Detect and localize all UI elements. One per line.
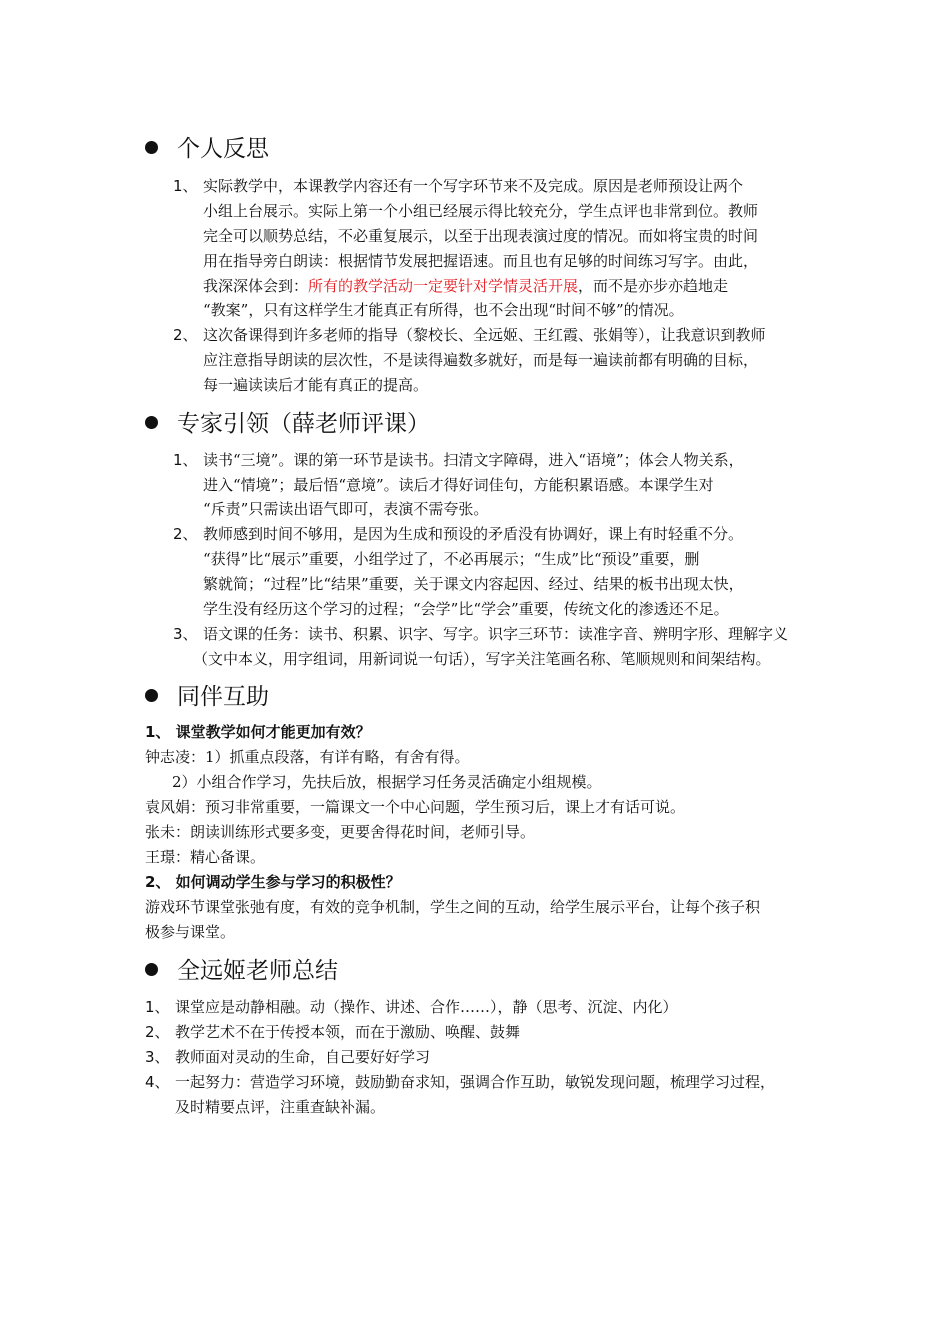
paragraph-line: 进入“情境”；最后悟“意境”。读后才得好词佳句，方能积累语感。本课学生对: [203, 476, 714, 494]
list-number: 1、: [145, 998, 170, 1016]
paragraph-line: 王璟：精心备课。: [145, 848, 266, 866]
bullet-icon: [145, 963, 158, 976]
paragraph-line: 学生没有经历这个学习的过程；“会学”比“学会”重要，传统文化的渗透还不足。: [203, 600, 729, 618]
list-number: 3、: [173, 625, 198, 643]
paragraph-line: 应注意指导朗读的层次性，不是读得遍数多就好，而是每一遍读前都有明确的目标，: [203, 351, 759, 369]
paragraph-line: 极参与课堂。: [145, 923, 236, 941]
section-heading-expert: 专家引领（薛老师评课）: [145, 409, 430, 439]
paragraph-line: 实际教学中，本课教学内容还有一个写字环节来不及完成。原因是老师预设让两个: [203, 177, 744, 195]
paragraph-line: 2）小组合作学习，先扶后放，根据学习任务灵活确定小组规模。: [172, 773, 602, 791]
paragraph-line: 教师感到时间不够用，是因为生成和预设的矛盾没有协调好，课上有时轻重不分。: [203, 525, 744, 543]
paragraph-line: 钟志凌：1）抓重点段落，有详有略，有舍有得。: [145, 748, 470, 766]
text-span: 我深深体会到：: [203, 277, 309, 295]
paragraph-line: “斥责”只需读出语气即可，表演不需夸张。: [203, 500, 489, 518]
paragraph-line: “教案”，只有这样学生才能真正有所得，也不会出现“时间不够”的情况。: [203, 301, 684, 319]
paragraph-line: 一起努力：营造学习环境，鼓励勤奋求知，强调合作互助，敏锐发现问题，梳理学习过程，: [175, 1073, 776, 1091]
question-heading: 1、 课堂教学如何才能更加有效？: [145, 723, 371, 741]
list-number: 4、: [145, 1073, 170, 1091]
list-number: 2、: [173, 525, 198, 543]
paragraph-line: （文中本义，用字组词，用新词说一句话），写字关注笔画名称、笔顺规则和间架结构。: [193, 650, 771, 668]
paragraph-line: 及时精要点评，注重查缺补漏。: [175, 1098, 386, 1116]
paragraph-line: 张未：朗读训练形式要多变，更要舍得花时间，老师引导。: [145, 823, 536, 841]
paragraph-line: [203, 276, 728, 296]
list-number: 2、: [145, 1023, 170, 1041]
paragraph-line: 读书“三境”。课的第一环节是读书。扫清文字障碍，进入“语境”；体会人物关系，: [203, 451, 744, 469]
list-number: 3、: [145, 1048, 170, 1066]
paragraph-line: 用在指导旁白朗读：根据情节发展把握语速。而且也有足够的时间练习写字。由此，: [203, 252, 759, 270]
paragraph-line: 教师面对灵动的生命，自己要好好学习: [175, 1048, 431, 1066]
section-heading-summary: 全远姬老师总结: [145, 956, 338, 986]
paragraph-line: 小组上台展示。实际上第一个小组已经展示得比较充分，学生点评也非常到位。教师: [203, 202, 759, 220]
list-number: 2、: [173, 326, 198, 344]
paragraph-line: 游戏环节课堂张弛有度，有效的竞争机制，学生之间的互动，给学生展示平台，让每个孩子积: [145, 898, 761, 916]
list-number: 1、: [173, 177, 198, 195]
question-heading: 2、 如何调动学生参与学习的积极性？: [145, 873, 401, 891]
section-heading-peer: 同伴互助: [145, 682, 269, 712]
bullet-icon: [145, 416, 158, 429]
paragraph-line: 语文课的任务：读书、积累、识字、写字。识字三环节：读准字音、辨明字形、理解字义: [203, 625, 789, 643]
paragraph-line: “获得”比“展示”重要，小组学过了，不必再展示；“生成”比“预设”重要，删: [203, 550, 700, 568]
paragraph-line: 繁就简；“过程”比“结果”重要，关于课文内容起因、经过、结果的板书出现太快，: [203, 575, 744, 593]
section-heading-reflection: 个人反思: [145, 134, 269, 164]
list-number: 1、: [173, 451, 198, 469]
bullet-icon: [145, 141, 158, 154]
bullet-icon: [145, 689, 158, 702]
highlighted-text: 所有的教学活动一定要针对学情灵活开展: [308, 277, 579, 295]
paragraph-line: 完全可以顺势总结，不必重复展示，以至于出现表演过度的情况。而如将宝贵的时间: [203, 227, 759, 245]
paragraph-line: 课堂应是动静相融。动（操作、讲述、合作……），静（思考、沉淀、内化）: [175, 998, 678, 1016]
paragraph-line: 每一遍读读后才能有真正的提高。: [203, 376, 429, 394]
text-span: ，而不是亦步亦趋地走: [578, 277, 729, 295]
paragraph-line: 教学艺术不在于传授本领，而在于激励、唤醒、鼓舞: [175, 1023, 521, 1041]
paragraph-line: 袁风娟：预习非常重要，一篇课文一个中心问题，学生预习后，课上才有话可说。: [145, 798, 686, 816]
paragraph-line: 这次备课得到许多老师的指导（黎校长、全远姬、王红霞、张娟等），让我意识到教师: [203, 326, 766, 344]
